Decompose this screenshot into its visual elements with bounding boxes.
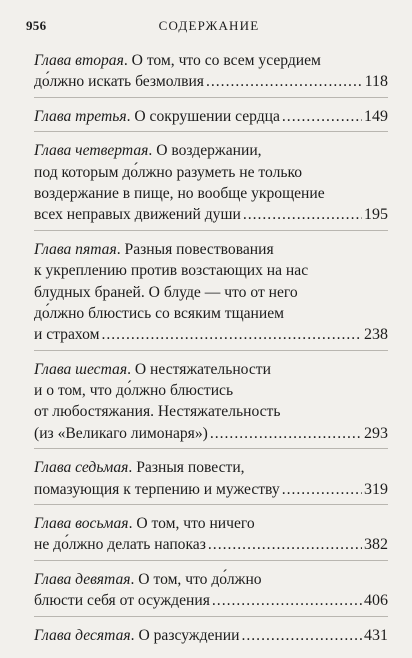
toc-entry-text bbox=[34, 71, 204, 92]
toc-entry-text: Глава восьмая. О том, что ничего bbox=[34, 515, 255, 533]
toc-entry-text bbox=[34, 185, 325, 202]
page-number: 956 bbox=[26, 18, 47, 33]
chapter-title-text: к укреплению против возстающих на нас bbox=[34, 262, 309, 280]
dot-leader bbox=[243, 204, 362, 225]
chapter-title-text: (из «Великаго лимонаря») bbox=[34, 424, 208, 442]
toc-entry-line bbox=[34, 513, 388, 534]
toc-entry-text bbox=[34, 479, 280, 500]
dot-leader bbox=[212, 590, 362, 611]
toc-entry-line bbox=[34, 359, 388, 380]
toc-entry-text bbox=[34, 204, 241, 225]
chapter-title-text: О нестяжательности bbox=[134, 360, 271, 378]
chapter-label: Глава восьмая bbox=[34, 515, 129, 533]
dot-leader bbox=[101, 324, 362, 345]
toc-entry-line bbox=[34, 140, 388, 161]
chapter-title-text: О том, что со всем усердием bbox=[131, 52, 321, 69]
table-of-contents bbox=[34, 50, 388, 658]
toc-entry[interactable] bbox=[34, 106, 388, 132]
toc-entry-text bbox=[34, 590, 210, 611]
toc-entry-line bbox=[34, 324, 388, 345]
toc-entry-line bbox=[34, 50, 388, 71]
toc-entry[interactable] bbox=[34, 239, 388, 351]
toc-entry-line bbox=[34, 401, 388, 422]
toc-entry-text bbox=[34, 324, 99, 345]
chapter-label: Глава десятая bbox=[34, 626, 131, 644]
dot-leader bbox=[208, 534, 362, 555]
toc-entry-text: Глава третья. О сокрушении сердца bbox=[34, 107, 280, 125]
toc-entry-text: Глава седьмая. Разныя повести, bbox=[34, 459, 245, 477]
dot-leader bbox=[206, 71, 363, 92]
chapter-label: Глава пятая bbox=[34, 240, 117, 258]
chapter-title-text: не до́лжно делать напоказ bbox=[34, 536, 206, 554]
toc-entry-line bbox=[34, 183, 388, 204]
toc-entry-text: Глава четвертая. О воздержании, bbox=[34, 142, 262, 160]
chapter-label: Глава шестая bbox=[34, 360, 128, 378]
toc-entry-text bbox=[34, 423, 208, 444]
toc-entry-line bbox=[34, 590, 388, 611]
toc-entry-line bbox=[34, 457, 388, 478]
toc-entry-line bbox=[34, 162, 388, 183]
chapter-label: Глава вторая bbox=[34, 52, 124, 69]
toc-entry-text bbox=[34, 284, 298, 301]
chapter-title-text: Разныя повести, bbox=[136, 459, 245, 477]
toc-entry-text: Глава девятая. О том, что до́лжно bbox=[34, 570, 262, 588]
toc-entry-line bbox=[34, 534, 388, 555]
chapter-title-text: О воздержании, bbox=[156, 142, 262, 160]
toc-entry-line bbox=[34, 569, 388, 590]
toc-entry-line bbox=[34, 380, 388, 401]
chapter-title-text: блудных браней. О блуде — что от него bbox=[34, 283, 298, 301]
toc-entry-text: Глава вторая. О том, что со всем усердием bbox=[34, 52, 321, 69]
toc-entry-line bbox=[34, 479, 388, 500]
chapter-title-text: всех неправых движений души bbox=[34, 206, 241, 224]
chapter-title-text: блюсти себя от осуждения bbox=[34, 592, 210, 610]
toc-entry[interactable] bbox=[34, 359, 388, 450]
dot-leader bbox=[282, 479, 362, 500]
chapter-title-text: О разсуждении bbox=[138, 626, 240, 644]
chapter-label: Глава девятая bbox=[34, 570, 131, 588]
toc-entry[interactable] bbox=[34, 457, 388, 505]
toc-entry-line bbox=[34, 71, 388, 92]
page-ref: 431 bbox=[364, 626, 388, 644]
toc-entry-text bbox=[34, 305, 284, 322]
page-ref: 293 bbox=[364, 424, 388, 442]
toc-entry[interactable] bbox=[34, 50, 388, 98]
page-ref: 319 bbox=[364, 480, 388, 498]
toc-entry-text: Глава шестая. О нестяжательности bbox=[34, 360, 271, 378]
page-ref: 118 bbox=[364, 73, 388, 91]
chapter-title-text: и страхом bbox=[34, 326, 100, 344]
toc-entry-text bbox=[34, 403, 281, 420]
dot-leader bbox=[210, 423, 362, 444]
toc-entry[interactable] bbox=[34, 569, 388, 617]
chapter-title-text: помазующия к терпению и мужеству bbox=[34, 480, 280, 498]
toc-entry-line bbox=[34, 239, 388, 260]
toc-entry-line bbox=[34, 282, 388, 303]
chapter-title-text: и о том, что до́лжно блюстись bbox=[34, 382, 234, 400]
toc-entry-line bbox=[34, 204, 388, 225]
dot-leader bbox=[282, 106, 362, 127]
toc-entry[interactable] bbox=[34, 625, 388, 650]
chapter-title-text: под которым до́лжно разуметь не только bbox=[34, 163, 303, 181]
chapter-title-text: Разныя повествования bbox=[124, 240, 274, 258]
chapter-title-text: до́лжно блюстись со всяким тщанием bbox=[34, 304, 285, 322]
toc-entry-text bbox=[34, 262, 308, 279]
toc-entry[interactable] bbox=[34, 140, 388, 231]
toc-entry-line bbox=[34, 303, 388, 324]
toc-entry-text bbox=[34, 164, 302, 181]
toc-entry-line bbox=[34, 260, 388, 281]
page-ref: 382 bbox=[364, 536, 388, 554]
toc-entry-line bbox=[34, 106, 388, 127]
page-ref: 406 bbox=[364, 592, 388, 610]
page-header bbox=[26, 14, 392, 34]
chapter-title-text: до́лжно искать безмолвия bbox=[34, 73, 204, 91]
chapter-label: Глава третья bbox=[34, 107, 127, 125]
chapter-title-text: воздержание в пище, но вообще укрощение bbox=[34, 184, 325, 202]
toc-entry-line bbox=[34, 625, 388, 646]
toc-entry-line bbox=[34, 423, 388, 444]
chapter-title-text: от любостяжания. Нестяжательность bbox=[34, 403, 281, 421]
toc-entry-text: Глава десятая. О разсуждении bbox=[34, 626, 240, 644]
dot-leader bbox=[241, 625, 362, 646]
running-title: СОДЕРЖАНИЕ bbox=[158, 18, 260, 33]
chapter-label: Глава четвертая bbox=[34, 142, 149, 160]
chapter-title-text: О том, что ничего bbox=[136, 515, 255, 533]
page-ref: 149 bbox=[364, 107, 388, 125]
toc-entry-text: Глава пятая. Разныя повествования bbox=[34, 240, 274, 258]
toc-entry-text bbox=[34, 534, 206, 555]
toc-entry-text bbox=[34, 382, 233, 399]
chapter-label: Глава седьмая bbox=[34, 459, 129, 477]
chapter-title-text: О сокрушении сердца bbox=[134, 107, 280, 125]
page-ref: 195 bbox=[364, 206, 388, 224]
chapter-title-text: О том, что до́лжно bbox=[138, 570, 262, 588]
page-ref: 238 bbox=[364, 326, 388, 344]
toc-entry[interactable] bbox=[34, 513, 388, 561]
